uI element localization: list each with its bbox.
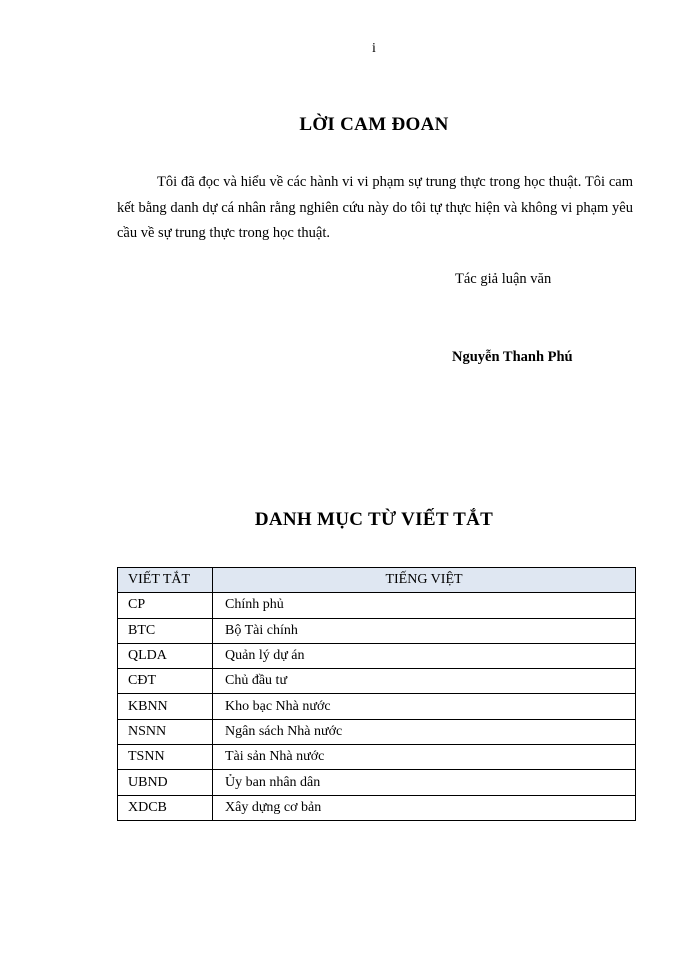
table-row bbox=[118, 643, 636, 668]
table-row bbox=[118, 669, 636, 694]
abbreviation-cell: QLDA bbox=[118, 643, 213, 668]
author-label: Tác giả luận văn bbox=[455, 271, 552, 287]
meaning-cell: Ủy ban nhân dân bbox=[213, 770, 636, 795]
table-row bbox=[118, 770, 636, 795]
abbreviation-cell: TSNN bbox=[118, 745, 213, 770]
declaration-title: LỜI CAM ĐOAN bbox=[299, 114, 449, 135]
abbreviation-cell: UBND bbox=[118, 770, 213, 795]
abbreviation-cell: NSNN bbox=[118, 719, 213, 744]
page-number: i bbox=[372, 41, 376, 56]
table-row bbox=[118, 694, 636, 719]
meaning-cell: Quản lý dự án bbox=[213, 643, 636, 668]
meaning-cell: Ngân sách Nhà nước bbox=[213, 719, 636, 744]
header-abbreviation: VIẾT TẮT bbox=[118, 568, 213, 593]
meaning-cell: Chính phủ bbox=[213, 593, 636, 618]
abbreviation-cell: KBNN bbox=[118, 694, 213, 719]
author-name: Nguyễn Thanh Phú bbox=[452, 349, 573, 365]
abbreviation-cell: BTC bbox=[118, 618, 213, 643]
table-row bbox=[118, 618, 636, 643]
table-row bbox=[118, 745, 636, 770]
table-row bbox=[118, 593, 636, 618]
meaning-cell: Xây dựng cơ bản bbox=[213, 795, 636, 820]
meaning-cell: Kho bạc Nhà nước bbox=[213, 694, 636, 719]
abbreviation-cell: XDCB bbox=[118, 795, 213, 820]
abbreviations-table bbox=[117, 567, 636, 821]
header-vietnamese: TIẾNG VIỆT bbox=[213, 568, 636, 593]
abbreviation-cell: CP bbox=[118, 593, 213, 618]
abbreviations-title: DANH MỤC TỪ VIẾT TẮT bbox=[254, 509, 494, 530]
table-row bbox=[118, 795, 636, 820]
table-header-row bbox=[118, 568, 636, 593]
abbreviation-cell: CĐT bbox=[118, 669, 213, 694]
meaning-cell: Bộ Tài chính bbox=[213, 618, 636, 643]
meaning-cell: Chủ đầu tư bbox=[213, 669, 636, 694]
declaration-paragraph: Tôi đã đọc và hiểu về các hành vi vi phạm sự trung thực trong học thuật. Tôi cam kết bằng danh dự cá nhân rằng nghiên cứu này do tôi tự thực hiện và không vi phạm yêu cầu về sự trung thực trong học thuật. bbox=[117, 174, 633, 241]
meaning-cell: Tài sản Nhà nước bbox=[213, 745, 636, 770]
table-row bbox=[118, 719, 636, 744]
